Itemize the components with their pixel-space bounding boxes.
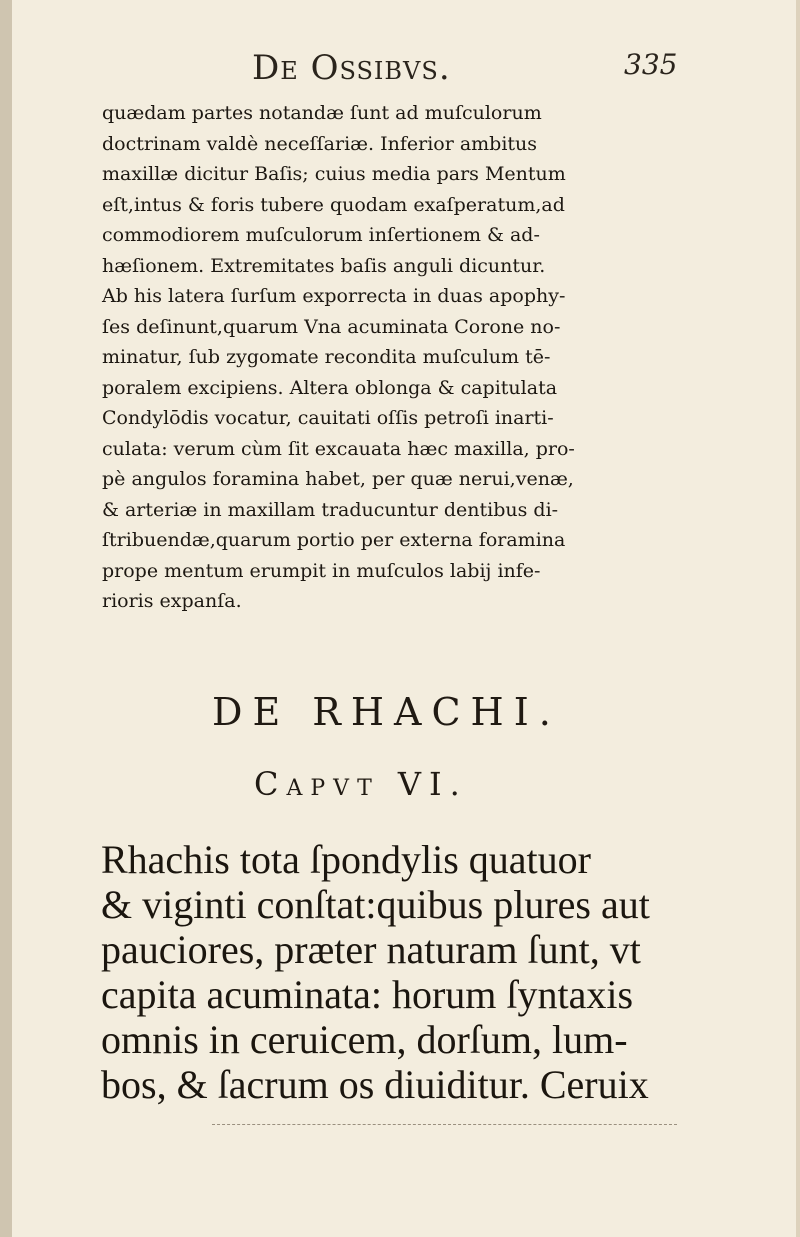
chapter-caption: Capvt VI.: [254, 765, 468, 803]
text-line: commodiorem muſculorum inſertionem & ad-: [102, 224, 540, 246]
text-line: rioris expanſa.: [102, 590, 242, 612]
bottom-rule: [212, 1124, 677, 1125]
chapter-title: DE RHACHI.: [212, 690, 561, 734]
text-line: omnis in ceruicem, dorſum, lum-: [101, 1017, 628, 1062]
text-line: maxillæ dicitur Baſis; cuius media pars Mentum: [102, 163, 566, 185]
text-line: Condylōdis vocatur, cauitati oſſis petroſi inarti-: [102, 407, 554, 429]
text-line: Rhachis tota ſpondylis quatuor: [101, 837, 591, 882]
text-line: pauciores, præter naturam ſunt, vt: [101, 927, 641, 972]
text-line: capita acuminata: horum ſyntaxis: [101, 972, 634, 1017]
body-paragraph: [102, 98, 682, 617]
page-edge: [796, 0, 800, 1237]
text-line: bos, & ſacrum os diuiditur. Ceruix: [101, 1062, 649, 1107]
text-line: culata: verum cùm ſit excauata hæc maxilla, pro-: [102, 437, 575, 460]
text-line: ſtribuendæ,quarum portio per externa foramina: [102, 529, 566, 551]
text-line: pè angulos foramina habet, per quæ nerui,venæ,: [102, 468, 574, 490]
running-title: De Ossibvs.: [252, 48, 451, 88]
text-line: & arteriæ in maxillam traducuntur dentibus di-: [102, 498, 559, 521]
chapter-opening-paragraph: [101, 837, 691, 1107]
text-line: & viginti conſtat:quibus plures aut: [101, 882, 650, 927]
text-line: prope mentum erumpit in muſculos labij infe-: [102, 559, 541, 582]
text-line: Ab his latera ſurſum exporrecta in duas apophy-: [102, 285, 566, 307]
text-line: minatur, ſub zygomate recondita muſculum tē-: [102, 346, 551, 368]
text-line: hæſionem. Extremitates baſis anguli dicuntur.: [102, 254, 546, 277]
text-line: quædam partes notandæ ſunt ad muſculorum: [102, 102, 542, 124]
text-line: ſes deſinunt,quarum Vna acuminata Corone no-: [102, 315, 561, 338]
text-line: doctrinam valdè neceſſariæ. Inferior ambitus: [102, 132, 538, 155]
page-header: [12, 48, 800, 88]
text-line: eſt,intus & foris tubere quodam exaſperatum,ad: [102, 193, 565, 216]
page-number: 335: [624, 48, 678, 81]
text-line: poralem excipiens. Altera oblonga & capitulata: [102, 376, 558, 399]
